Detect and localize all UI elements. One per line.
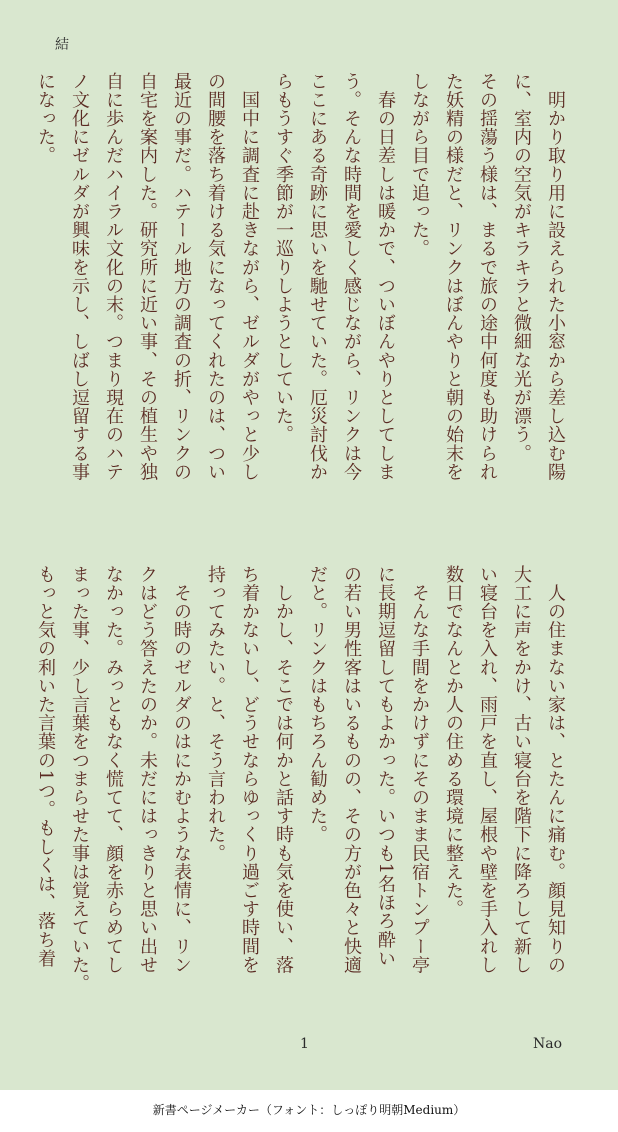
text-column: た妖精の様だと、リンクはぼんやりと朝の始末を: [443, 72, 464, 482]
footer-caption: 新書ページメーカー（フォント：しっぽり明朝Medium）: [152, 1103, 466, 1117]
text-column: 最近の事だ。ハテール地方の調査の折、リンクの: [171, 72, 192, 482]
text-column: ここにある奇跡に思いを馳せていた。厄災討伐か: [307, 72, 328, 482]
author-name: Nao: [533, 1036, 563, 1052]
text-column: ノ文化にゼルダが興味を示し、しばし逗留する事: [69, 72, 90, 482]
page-number: 1: [300, 1036, 309, 1052]
text-block-top: [35, 72, 572, 532]
text-column: い寝台を入れ、雨戸を直し、屋根や壁を手入れし: [477, 565, 498, 975]
text-column: に長期逗留してもよかった。いつも1名ほろ酔い: [375, 565, 396, 968]
text-column: に、室内の空気がキラキラと微細な光が漂う。: [511, 72, 532, 463]
text-column: だと。リンクはもちろん勧めた。: [307, 565, 328, 844]
text-column: 国中に調査に赴きながら、ゼルダがやっと少し: [239, 72, 260, 482]
text-column: そんな手間をかけずにそのまま民宿トンプー亭: [409, 565, 430, 975]
text-column: クはどう答えたのか。未だにはっきりと思い出せ: [137, 565, 158, 975]
text-column: らもうすぐ季節が一巡りしようとしていた。: [273, 72, 294, 444]
chapter-mark: 結: [55, 37, 69, 53]
text-column: の若い男性客はいるものの、その方が色々と快適: [341, 565, 362, 975]
text-column: 数日でなんとか人の住める環境に整えた。: [443, 565, 464, 919]
text-column: 自宅を案内した。研究所に近い事、その植生や独: [137, 72, 158, 482]
text-block-bottom: [35, 565, 572, 1000]
text-column: その時のゼルダのはにかむような表情に、リン: [171, 565, 192, 975]
text-column: なかった。みっともなく慌てて、顔を赤らめてし: [103, 565, 124, 975]
text-column: 大工に声をかけ、古い寝台を階下に降ろして新し: [511, 565, 532, 975]
text-column: ち着かないし、どうせならゆっくり過ごす時間を: [239, 565, 260, 975]
text-column: 春の日差しは暖かで、ついぼんやりとしてしま: [375, 72, 396, 482]
text-column: 明かり取り用に設えられた小窓から差し込む陽: [545, 72, 566, 482]
text-column: の間腰を落ち着ける気になってくれたのは、つい: [205, 72, 226, 482]
text-column: 人の住まない家は、とたんに痛む。顔見知りの: [545, 565, 566, 975]
text-column: になった。: [35, 72, 56, 165]
text-column: しながら目で追った。: [409, 72, 430, 258]
text-column: しかし、そこでは何かと話す時も気を使い、落: [273, 565, 294, 975]
text-column: その揺蕩う様は、まるで旅の途中何度も助けられ: [477, 72, 498, 482]
text-column: もっと気の利いた言葉の1つ。もしくは、落ち着: [35, 565, 56, 968]
text-column: まった事、少し言葉をつまらせた事は覚えていた。: [69, 565, 90, 993]
text-column: う。そんな時間を愛しく感じながら、リンクは今: [341, 72, 362, 482]
text-column: 自に歩んだハイラル文化の末。つまり現在のハテ: [103, 72, 124, 482]
text-column: 持ってみたい。と、そう言われた。: [205, 565, 226, 863]
